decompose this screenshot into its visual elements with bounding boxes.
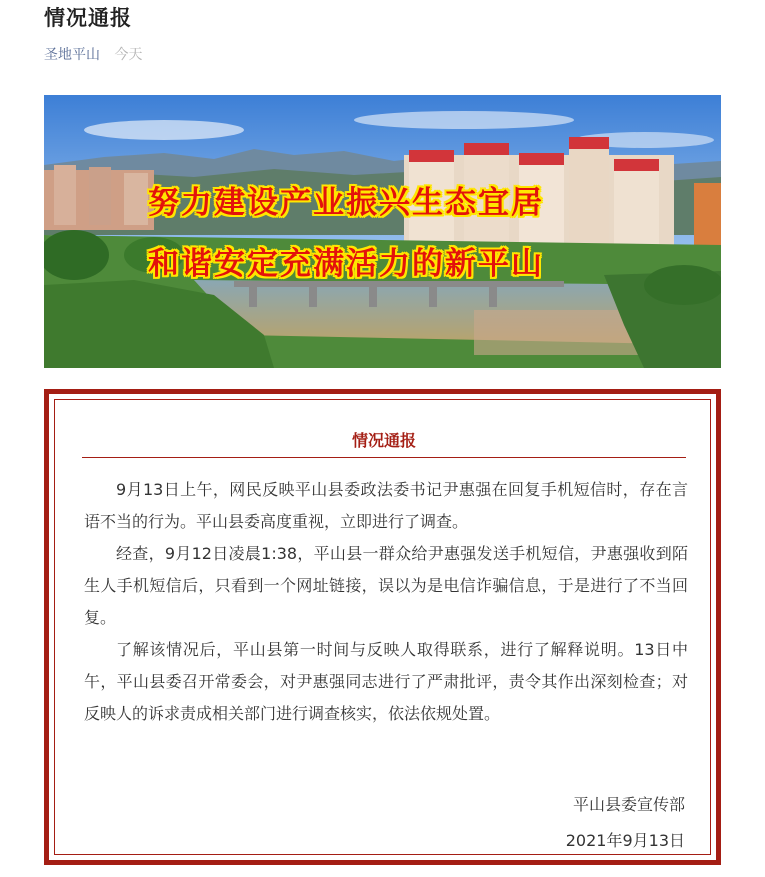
signature-org: 平山县委宣传部	[572, 795, 685, 814]
publish-date: 今天	[114, 47, 143, 63]
banner-photo	[44, 95, 721, 368]
notice-inner-frame	[54, 399, 711, 855]
notice-frame	[44, 389, 721, 865]
article-meta	[44, 44, 142, 64]
author-link[interactable]: 圣地平山	[44, 47, 100, 63]
notice-paragraph: 了解该情况后，平山县第一时间与反映人取得联系，进行了解释说明。13日中午，平山县委召开常委会，对尹惠强同志进行了严肃批评，责令其作出深刻检查；对反映人的诉求责成相关部门进行调查核实，依法依规处置。	[84, 640, 688, 723]
article-title: 情况通报	[44, 6, 132, 30]
banner-slogan-line1: 努力建设产业振兴生态宜居	[148, 185, 544, 221]
banner-image	[44, 95, 721, 368]
banner-slogan-line2: 和谐安定充满活力的新平山	[148, 246, 544, 282]
notice-heading: 情况通报	[82, 428, 686, 458]
notice-body	[84, 474, 688, 730]
notice-paragraph: 经查，9月12日凌晨1:38，平山县一群众给尹惠强发送手机短信，尹惠强收到陌生人手机短信后，只看到一个网址链接，误以为是电信诈骗信息，于是进行了不当回复。	[84, 544, 688, 627]
notice-paragraph: 9月13日上午，网民反映平山县委政法委书记尹惠强在回复手机短信时，存在言语不当的行为。平山县委高度重视，立即进行了调查。	[84, 480, 688, 531]
signature-date: 2021年9月13日	[565, 831, 685, 850]
